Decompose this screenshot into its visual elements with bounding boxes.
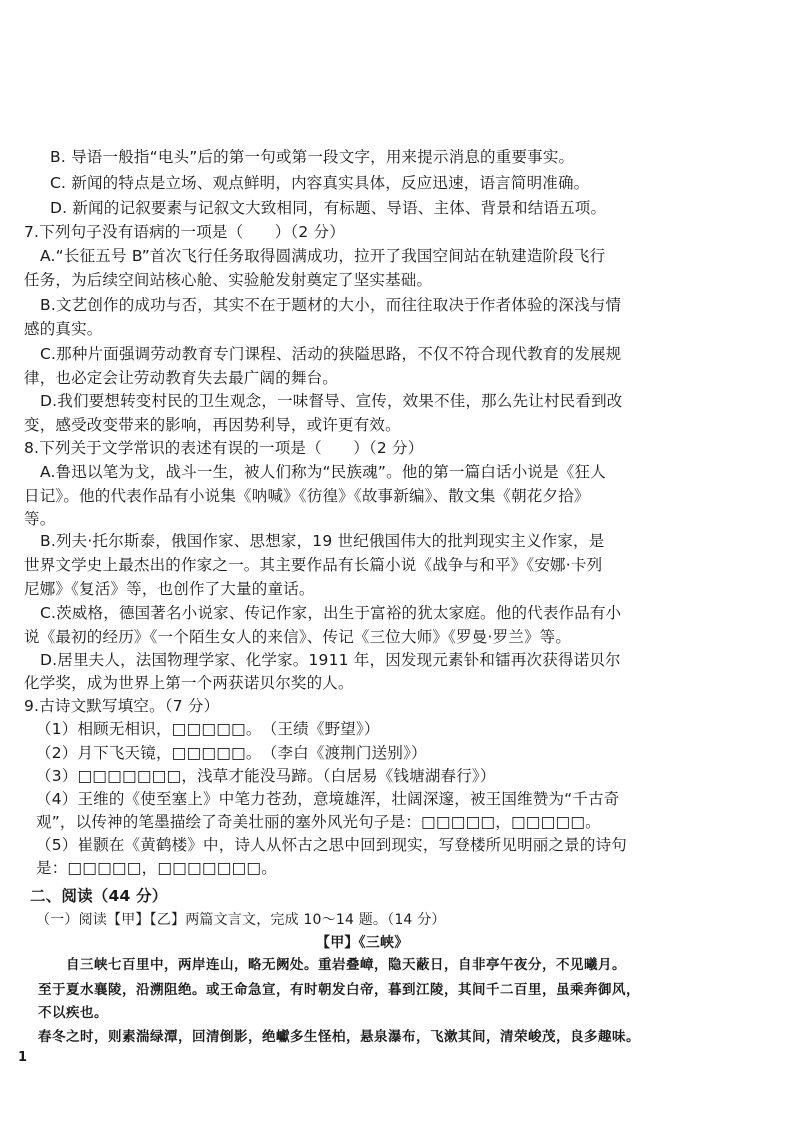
q7-option-d-line1: D.我们要想转变村民的卫生观念，一味督导、宣传，效果不佳，那么先让村民看到改: [40, 392, 623, 410]
section-heading: 二、阅读（44 分）: [30, 887, 168, 905]
passage-line-1: 自三峡七百里中，两岸连山，略无阙处。重岩叠嶂，隐天蔽日，自非亭午夜分，不见曦月。: [66, 957, 626, 973]
q9-item-5-line2: 是：□□□□□，□□□□□□□。: [36, 859, 277, 877]
q6-option-b: B. 导语一般指“电头”后的第一句或第一段文字，用来提示消息的重要事实。: [50, 148, 575, 166]
q7-option-c-line1: C.那种片面强调劳动教育专门课程、活动的狭隘思路，不仅不符合现代教育的发展规: [40, 345, 622, 363]
q8-option-c-line2: 说《最初的经历》《一个陌生女人的来信》、传记《三位大师》《罗曼·罗兰》等。: [24, 628, 572, 646]
q7-option-a-line1: A.“长征五号 B”首次飞行任务取得圆满成功，拉开了我国空间站在轨建造阶段飞行: [40, 247, 606, 265]
q8-option-b-line3: 尼娜》《复活》等，也创作了大量的童话。: [24, 580, 315, 598]
q9-item-1: （1）相顾无相识，□□□□□。 （王绩《野望》）: [36, 720, 380, 738]
q9-item-4-line1: （4）王维的《使至塞上》中笔力苍劲，意境雄浑，壮阔深邃，被王国维赞为“千古奇: [36, 790, 620, 808]
q8-option-a-line3: 等。: [24, 510, 56, 528]
q7-option-b-line1: B.文艺创作的成功与否，其实不在于题材的大小，而往往取决于作者体验的深浅与情: [40, 296, 622, 314]
q9-item-4-line2: 观”，以传神的笔墨描绘了奇美壮丽的塞外风光句子是：□□□□□，□□□□□。: [36, 813, 601, 831]
q8-option-d-line1: D.居里夫人，法国物理学家、化学家。1911 年，因发现元素钋和镭再次获得诺贝尔: [40, 651, 621, 669]
section-intro: （一）阅读【甲】【乙】两篇文言文，完成 10～14 题。（14 分）: [36, 912, 446, 928]
q8-option-b-line1: B.列夫·托尔斯泰，俄国作家、思想家，19 世纪俄国伟大的批判现实主义作家，是: [40, 532, 605, 550]
q6-option-d: D. 新闻的记叙要素与记叙文大致相同，有标题、导语、主体、背景和结语五项。: [50, 199, 607, 217]
q8-option-b-line2: 世界文学史上最杰出的作家之一。其主要作品有长篇小说《战争与和平》《安娜·卡列: [24, 556, 603, 574]
q8-option-a-line2: 日记》。他的代表作品有小说集《呐喊》《彷徨》《故事新编》、散文集《朝花夕拾》: [24, 487, 590, 505]
q7-option-b-line2: 感的真实。: [24, 320, 103, 338]
passage-line-3: 不以疾也。: [38, 1005, 108, 1021]
q7-stem: 7.下列句子没有语病的一项是（ ）（2 分）: [24, 223, 345, 241]
passage-line-4: 春冬之时，则素湍绿潭，回清倒影，绝巘多生怪柏，悬泉瀑布，飞漱其间，清荣峻茂，良多趣味。: [38, 1029, 640, 1045]
q9-item-5-line1: （5）崔颢在《黄鹤楼》中，诗人从怀古之思中回到现实，写登楼所见明丽之景的诗句: [36, 836, 627, 854]
q8-stem: 8.下列关于文学常识的表述有误的一项是（ ）（2 分）: [24, 439, 424, 457]
q8-option-c-line1: C.茨威格，德国著名小说家、传记作家，出生于富裕的犹太家庭。他的代表作品有小: [40, 604, 622, 622]
q6-option-c: C. 新闻的特点是立场、观点鲜明，内容真实具体，反应迅速，语言简明准确。: [50, 174, 590, 192]
q7-option-d-line2: 变，感受改变带来的影响，再因势利导，或许更有效。: [24, 416, 401, 434]
passage-line-2: 至于夏水襄陵，沿溯阻绝。或王命急宣，有时朝发白帝，暮到江陵，其间千二百里，虽乘奔御风，: [38, 982, 640, 998]
passage-title: 【甲】《三峡》: [316, 935, 409, 951]
q7-option-c-line2: 律，也必定会让劳动教育失去最广阔的舞台。: [24, 369, 339, 387]
q7-option-a-line2: 任务，为后续空间站核心舱、实验舱发射奠定了坚实基础。: [24, 271, 433, 289]
q8-option-d-line2: 化学奖，成为世界上第一个两获诺贝尔奖的人。: [24, 674, 354, 692]
q9-item-2: （2）月下飞天镜，□□□□□。 （李白《渡荆门送别》）: [36, 744, 427, 762]
q9-stem: 9.古诗文默写填空。（7 分）: [24, 697, 220, 715]
q9-item-3: （3）□□□□□□□，浅草才能没马蹄。（白居易《钱塘湖春行》）: [36, 767, 496, 785]
page-number: 1: [18, 1050, 28, 1065]
q8-option-a-line1: A.鲁迅以笔为戈，战斗一生，被人们称为“民族魂”。他的第一篇白话小说是《狂人: [40, 463, 606, 481]
